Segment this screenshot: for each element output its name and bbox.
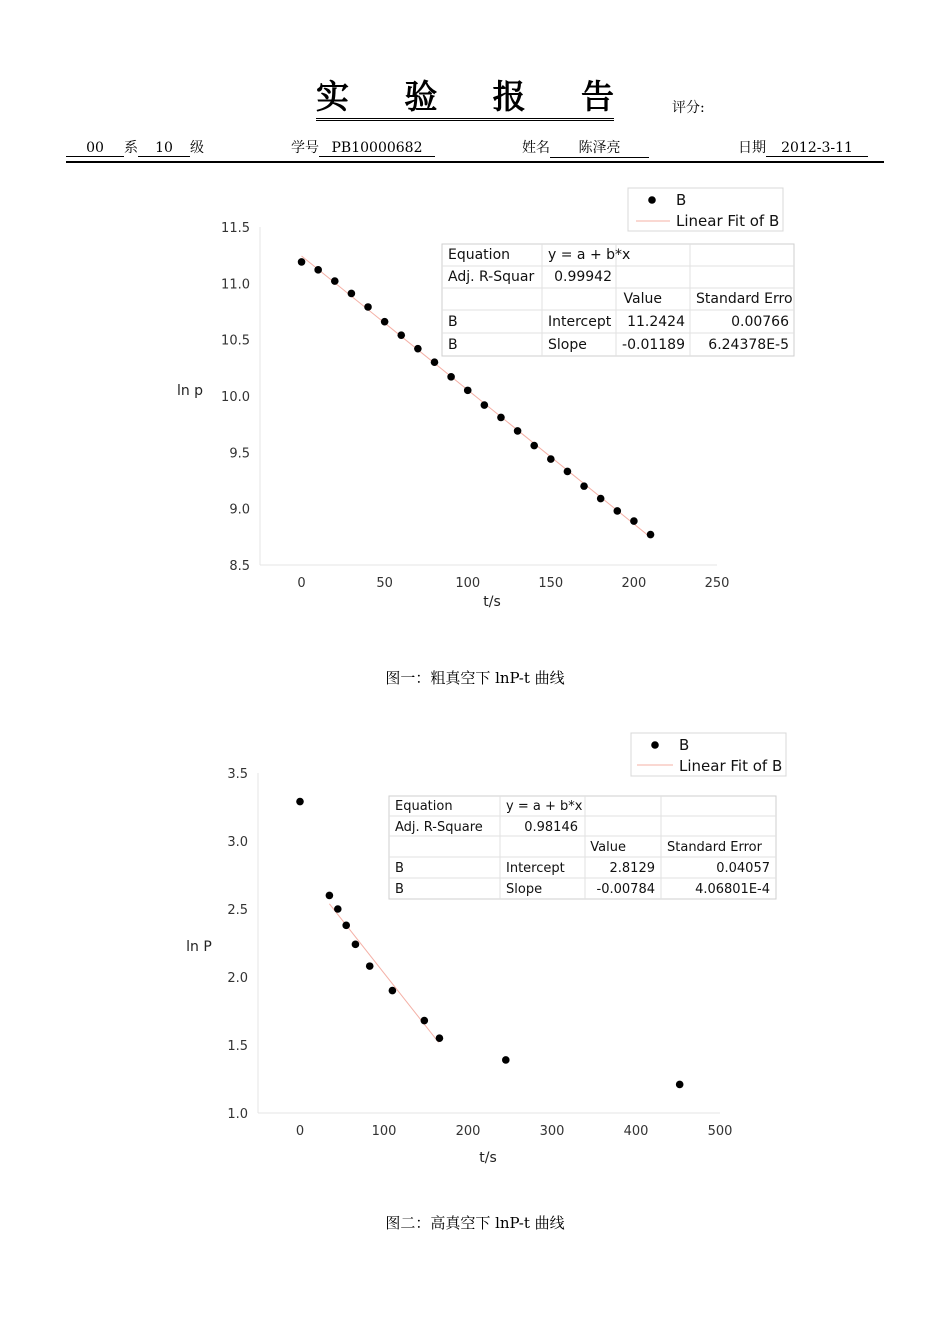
data-point: [580, 482, 588, 490]
data-point: [397, 331, 405, 339]
name-value: 陈泽亮: [550, 137, 649, 158]
row-series: B: [448, 314, 458, 330]
equation-value: y = a + b*x: [548, 247, 631, 263]
grade-value: 10: [138, 140, 190, 157]
x-tick-label: 150: [538, 576, 564, 591]
data-point: [447, 373, 455, 381]
title-char: 验: [404, 77, 438, 116]
row-param: Intercept: [548, 314, 612, 330]
data-point: [298, 258, 306, 266]
data-point: [352, 941, 360, 949]
date-label: 日期: [738, 140, 766, 156]
data-point: [431, 358, 439, 366]
data-point: [331, 277, 339, 285]
value-header: Value: [623, 291, 662, 307]
data-point: [530, 442, 538, 450]
x-axis-label: t/s: [483, 594, 501, 610]
data-point: [547, 455, 555, 463]
y-tick-label: 9.5: [229, 446, 250, 462]
score-label: 评分:: [672, 100, 705, 116]
x-tick-label: 0: [297, 576, 306, 591]
data-point: [366, 962, 374, 970]
data-point: [421, 1017, 429, 1025]
stderr-header: Standard Error: [667, 840, 762, 855]
legend-marker-label: B: [676, 191, 687, 209]
x-axis-label: t/s: [479, 1150, 497, 1166]
title-char: 实: [316, 77, 349, 116]
legend-marker-label: B: [679, 736, 690, 754]
dept-label: 系: [124, 140, 138, 156]
legend: [631, 733, 786, 776]
y-tick-labels: [221, 221, 250, 574]
y-axis-label: ln p: [176, 383, 204, 399]
row-value: 2.8129: [609, 861, 655, 876]
figure-2-caption: 图二：高真空下 lnP-t 曲线: [385, 1214, 565, 1232]
y-tick-labels: [227, 767, 248, 1122]
data-point: [564, 468, 572, 476]
row-series: B: [448, 337, 458, 353]
y-axis-label: ln P: [186, 939, 212, 955]
data-point: [436, 1034, 444, 1042]
equation-label: Equation: [448, 247, 511, 263]
data-point: [389, 987, 397, 995]
data-point: [481, 401, 489, 409]
data-point: [464, 387, 472, 395]
y-tick-label: 3.0: [227, 835, 248, 850]
legend-marker: [648, 196, 656, 204]
data-point: [630, 517, 638, 525]
y-tick-label: 8.5: [229, 559, 250, 574]
data-point: [296, 798, 304, 806]
title-char: 告: [580, 77, 614, 116]
x-tick-label: 250: [704, 576, 730, 591]
legend-fit-label: Linear Fit of B: [676, 212, 780, 230]
row-stderr: 4.06801E-4: [695, 882, 770, 897]
data-point: [334, 905, 342, 913]
x-tick-label: 50: [376, 576, 393, 591]
date-value: 2012-3-11: [766, 140, 868, 157]
y-tick-label: 3.5: [227, 767, 248, 782]
x-tick-labels: [296, 1124, 733, 1139]
row-param: Slope: [506, 882, 543, 897]
row-stderr: 0.04057: [716, 861, 770, 876]
x-tick-label: 500: [707, 1124, 733, 1139]
row-param: Intercept: [506, 861, 565, 876]
y-tick-label: 1.0: [227, 1107, 248, 1122]
chart-1: [0, 0, 950, 660]
legend-marker: [651, 741, 659, 749]
y-tick-label: 10.5: [221, 333, 250, 349]
y-tick-label: 2.5: [227, 903, 248, 918]
r2-label: Adj. R-Square: [395, 820, 483, 835]
value-header: Value: [590, 840, 626, 855]
data-point: [502, 1056, 510, 1064]
row-stderr: 0.00766: [731, 314, 789, 330]
fit-results-table: [442, 244, 794, 356]
y-tick-label: 1.5: [227, 1039, 248, 1054]
data-point: [381, 318, 389, 326]
y-tick-label: 11.5: [221, 221, 250, 236]
data-point: [348, 290, 356, 298]
grade-label: 级: [190, 140, 204, 156]
student-id-value: PB10000682: [319, 140, 435, 157]
legend: [628, 188, 783, 231]
x-tick-label: 0: [295, 1124, 305, 1139]
data-point: [647, 531, 655, 539]
data-point: [326, 892, 334, 900]
stderr-header: Standard Erro: [696, 291, 793, 307]
x-tick-label: 400: [623, 1124, 649, 1139]
equation-label: Equation: [395, 799, 453, 814]
chart-2: [0, 700, 950, 1200]
row-value: -0.00784: [596, 882, 655, 897]
fit-results-table: [389, 796, 776, 899]
x-tick-label: 200: [455, 1124, 481, 1139]
legend-fit-label: Linear Fit of B: [679, 757, 783, 775]
data-point: [497, 414, 505, 422]
figure-1-caption: 图一：粗真空下 lnP-t 曲线: [385, 669, 565, 687]
x-tick-label: 300: [539, 1124, 565, 1139]
student-id-label: 学号: [291, 140, 319, 156]
r2-value: 0.98146: [524, 820, 578, 835]
row-value: -0.01189: [622, 337, 685, 353]
row-param: Slope: [548, 337, 587, 353]
r2-value: 0.99942: [554, 269, 612, 285]
y-tick-label: 2.0: [227, 971, 248, 986]
data-point: [414, 345, 422, 353]
data-point: [314, 266, 322, 274]
title-char: 报: [492, 77, 526, 116]
x-tick-label: 200: [621, 576, 647, 591]
row-series: B: [395, 882, 404, 897]
name-label: 姓名: [522, 140, 550, 156]
data-point: [342, 922, 350, 930]
row-value: 11.2424: [627, 314, 685, 330]
row-stderr: 6.24378E-5: [708, 337, 789, 353]
data-point: [597, 495, 605, 503]
data-point: [676, 1081, 684, 1089]
dept-value: 00: [66, 140, 124, 157]
y-tick-label: 9.0: [229, 502, 250, 518]
y-tick-label: 11.0: [221, 277, 250, 293]
r2-label: Adj. R-Squar: [448, 269, 535, 285]
y-tick-label: 10.0: [221, 390, 250, 405]
equation-value: y = a + b*x: [506, 799, 583, 814]
data-point: [364, 303, 372, 311]
data-point: [613, 507, 621, 515]
x-tick-label: 100: [371, 1124, 397, 1139]
data-point: [514, 427, 522, 435]
row-series: B: [395, 861, 404, 876]
x-tick-labels: [297, 576, 729, 591]
x-tick-label: 100: [455, 576, 481, 591]
